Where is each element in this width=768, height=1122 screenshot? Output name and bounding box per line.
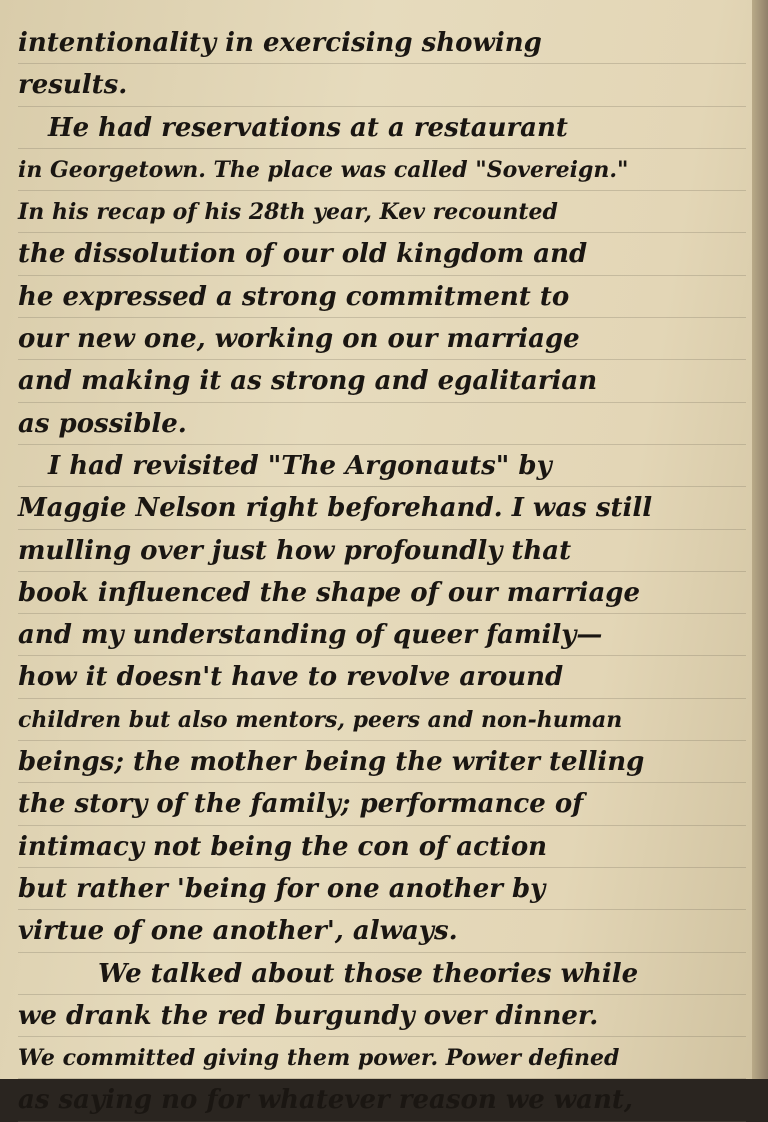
text-line: and my understanding of queer family— <box>18 614 746 656</box>
text-line: In his recap of his 28th year, Kev recounted <box>18 191 746 233</box>
text-line: virtue of one another', always. <box>18 910 746 952</box>
text-line: We committed giving them power. Power defined <box>18 1037 746 1079</box>
text-line: and making it as strong and egalitarian <box>18 360 746 402</box>
text-line: children but also mentors, peers and non-human <box>18 699 746 741</box>
text-line: but rather 'being for one another by <box>18 868 746 910</box>
text-line: results. <box>18 64 746 106</box>
text-line: we drank the red burgundy over dinner. <box>18 995 746 1037</box>
text-line: as possible. <box>18 403 746 445</box>
text-line: We talked about those theories while <box>18 953 746 995</box>
text-line: the dissolution of our old kingdom and <box>18 233 746 275</box>
text-line: book influenced the shape of our marriage <box>18 572 746 614</box>
text-line: Maggie Nelson right beforehand. I was still <box>18 487 746 529</box>
text-line: how it doesn't have to revolve around <box>18 656 746 698</box>
text-line: intentionality in exercising showing <box>18 22 746 64</box>
text-line: he expressed a strong commitment to <box>18 276 746 318</box>
text-line: our new one, working on our marriage <box>18 318 746 360</box>
text-line: beings; the mother being the writer telling <box>18 741 746 783</box>
text-line: I had revisited "The Argonauts" by <box>18 445 746 487</box>
text-line: mulling over just how profoundly that <box>18 530 746 572</box>
text-line: as saying no for whatever reason we want, <box>18 1079 746 1121</box>
page-edge <box>752 0 768 1079</box>
text-line: intimacy not being the con of action <box>18 826 746 868</box>
handwritten-text <box>18 22 746 1122</box>
text-line: the story of the family; performance of <box>18 783 746 825</box>
text-line: He had reservations at a restaurant <box>18 107 746 149</box>
text-line: in Georgetown. The place was called "Sovereign." <box>18 149 746 191</box>
